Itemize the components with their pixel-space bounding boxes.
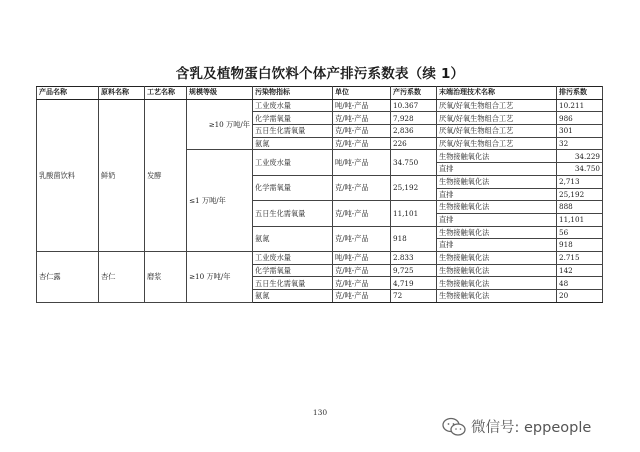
product-cell: 乳酸菌饮料 — [37, 99, 99, 251]
discharge-coef-cell: 142 — [557, 264, 603, 277]
treatment-tech-cell: 生物接触氧化法 — [437, 201, 557, 214]
treatment-tech-cell: 厌氧/好氧生物组合工艺 — [437, 125, 557, 138]
discharge-coef-cell: 25,192 — [557, 188, 603, 201]
header-process: 工艺名称 — [145, 87, 187, 100]
treatment-tech-cell: 厌氧/好氧生物组合工艺 — [437, 137, 557, 150]
header-treatment-tech: 末端治理技术名称 — [437, 87, 557, 100]
header-scale: 规模等级 — [187, 87, 253, 100]
pollutant-cell: 工业废水量 — [253, 99, 333, 112]
treatment-tech-cell: 直排 — [437, 239, 557, 252]
generation-coef-cell: 918 — [391, 226, 437, 251]
header-product: 产品名称 — [37, 87, 99, 100]
generation-coef-cell: 2.833 — [391, 251, 437, 264]
treatment-tech-cell: 生物接触氧化法 — [437, 226, 557, 239]
discharge-coef-cell: 986 — [557, 112, 603, 125]
header-pollutant: 污染物指标 — [253, 87, 333, 100]
table-title: 含乳及植物蛋白饮料个体产排污系数表（续 1） — [175, 66, 465, 82]
generation-coef-cell: 10.367 — [391, 99, 437, 112]
pollutant-cell: 工业废水量 — [253, 251, 333, 264]
page-number: 130 — [312, 408, 328, 417]
discharge-coef-cell: 10.211 — [557, 99, 603, 112]
discharge-coef-cell: 48 — [557, 277, 603, 290]
wechat-icon — [442, 417, 466, 437]
treatment-tech-cell: 直排 — [437, 213, 557, 226]
treatment-tech-cell: 厌氧/好氧生物组合工艺 — [437, 99, 557, 112]
unit-cell: 吨/吨-产品 — [333, 99, 391, 112]
discharge-coef-cell: 20 — [557, 290, 603, 303]
treatment-tech-cell: 生物接触氧化法 — [437, 264, 557, 277]
pollutant-cell: 五日生化需氧量 — [253, 201, 333, 226]
pollutant-cell: 五日生化需氧量 — [253, 277, 333, 290]
unit-cell: 吨/吨-产品 — [333, 251, 391, 264]
treatment-tech-cell: 生物接触氧化法 — [437, 277, 557, 290]
scale-cell: ≥10 万吨/年 — [187, 251, 253, 302]
table-header — [37, 87, 603, 100]
generation-coef-cell: 72 — [391, 290, 437, 303]
unit-cell: 克/吨-产品 — [333, 125, 391, 138]
wechat-watermark — [442, 416, 591, 437]
unit-cell: 克/吨-产品 — [333, 175, 391, 200]
material-cell: 鲜奶 — [99, 99, 145, 251]
discharge-coef-cell: 34.229 — [557, 150, 603, 163]
generation-coef-cell: 4,719 — [391, 277, 437, 290]
scale-cell: ≤1 万吨/年 — [187, 150, 253, 252]
discharge-coef-cell: 11,101 — [557, 213, 603, 226]
pollutant-cell: 氨氮 — [253, 226, 333, 251]
generation-coef-cell: 2,836 — [391, 125, 437, 138]
discharge-coef-cell: 918 — [557, 239, 603, 252]
generation-coef-cell: 11,101 — [391, 201, 437, 226]
pollutant-cell: 工业废水量 — [253, 150, 333, 175]
discharge-coef-cell: 2.715 — [557, 251, 603, 264]
product-cell: 杏仁露 — [37, 251, 99, 302]
emission-coefficient-table — [36, 86, 603, 303]
generation-coef-cell: 34.750 — [391, 150, 437, 175]
material-cell: 杏仁 — [99, 251, 145, 302]
unit-cell: 克/吨-产品 — [333, 277, 391, 290]
treatment-tech-cell: 厌氧/好氧生物组合工艺 — [437, 112, 557, 125]
unit-cell: 克/吨-产品 — [333, 137, 391, 150]
treatment-tech-cell: 生物接触氧化法 — [437, 150, 557, 163]
unit-cell: 克/吨-产品 — [333, 226, 391, 251]
pollutant-cell: 化学需氧量 — [253, 264, 333, 277]
header-row — [37, 87, 603, 100]
table-row — [37, 99, 603, 112]
treatment-tech-cell: 生物接触氧化法 — [437, 290, 557, 303]
pollutant-cell: 化学需氧量 — [253, 112, 333, 125]
header-material: 原料名称 — [99, 87, 145, 100]
unit-cell: 克/吨-产品 — [333, 290, 391, 303]
unit-cell: 吨/吨-产品 — [333, 150, 391, 175]
generation-coef-cell: 9,725 — [391, 264, 437, 277]
header-generation-coef: 产污系数 — [391, 87, 437, 100]
generation-coef-cell: 7,928 — [391, 112, 437, 125]
watermark-text: 微信号: eppeople — [471, 420, 592, 436]
pollutant-cell: 五日生化需氧量 — [253, 125, 333, 138]
table-row — [37, 251, 603, 264]
pollutant-cell: 化学需氧量 — [253, 175, 333, 200]
unit-cell: 克/吨-产品 — [333, 264, 391, 277]
unit-cell: 克/吨-产品 — [333, 201, 391, 226]
unit-cell: 克/吨-产品 — [333, 112, 391, 125]
discharge-coef-cell: 2,713 — [557, 175, 603, 188]
process-cell: 发酵 — [145, 99, 187, 251]
pollutant-cell: 氨氮 — [253, 137, 333, 150]
header-unit: 单位 — [333, 87, 391, 100]
discharge-coef-cell: 301 — [557, 125, 603, 138]
discharge-coef-cell: 32 — [557, 137, 603, 150]
process-cell: 磨浆 — [145, 251, 187, 302]
treatment-tech-cell: 直排 — [437, 188, 557, 201]
header-discharge-coef: 排污系数 — [557, 87, 603, 100]
generation-coef-cell: 226 — [391, 137, 437, 150]
treatment-tech-cell: 生物接触氧化法 — [437, 175, 557, 188]
pollutant-cell: 氨氮 — [253, 290, 333, 303]
discharge-coef-cell: 56 — [557, 226, 603, 239]
generation-coef-cell: 25,192 — [391, 175, 437, 200]
discharge-coef-cell: 34.750 — [557, 163, 603, 176]
discharge-coef-cell: 888 — [557, 201, 603, 214]
treatment-tech-cell: 直排 — [437, 163, 557, 176]
treatment-tech-cell: 生物接触氧化法 — [437, 251, 557, 264]
scale-cell: ≥10 万吨/年 — [187, 99, 253, 150]
